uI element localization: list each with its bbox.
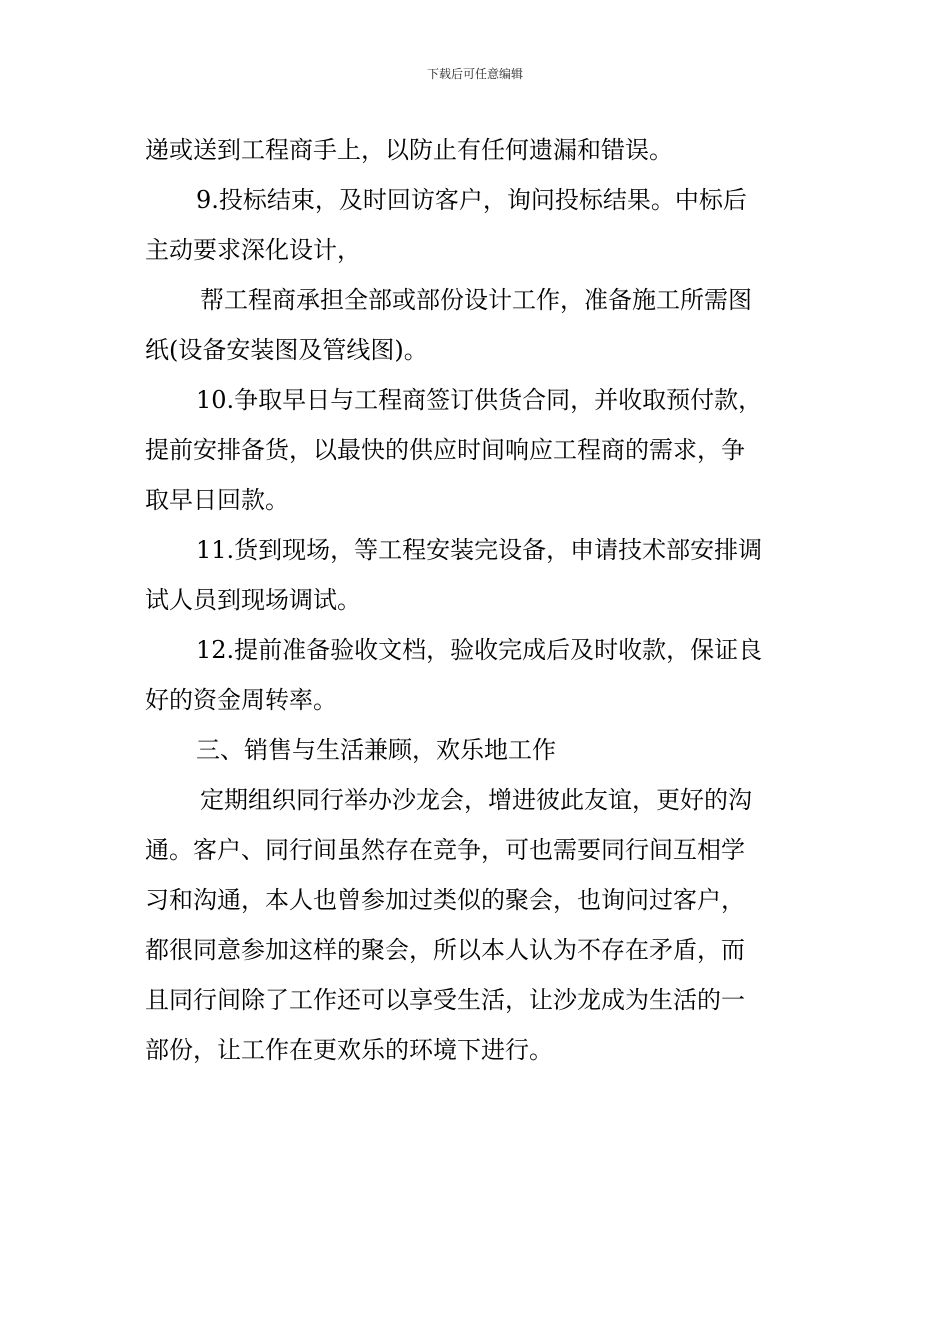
text-line: 且同行间除了工作还可以享受生活，让沙龙成为生活的一 xyxy=(145,986,745,1014)
text-line: 10.争取早日与工程商签订供货合同，并收取预付款， xyxy=(196,386,763,414)
text-line: 纸(设备安装图及管线图)。 xyxy=(145,336,428,364)
text-line: 部份，让工作在更欢乐的环境下进行。 xyxy=(145,1036,553,1064)
text-line: 定期组织同行举办沙龙会，增进彼此友谊，更好的沟 xyxy=(200,786,752,814)
text-line: 9.投标结束，及时回访客户，询问投标结果。中标后 xyxy=(196,186,747,214)
page-header: 下载后可任意编辑 xyxy=(426,67,523,81)
document-body xyxy=(145,125,807,1075)
text-line: 帮工程商承担全部或部份设计工作，准备施工所需图 xyxy=(200,286,752,314)
text-line: 递或送到工程商手上，以防止有任何遗漏和错误。 xyxy=(145,136,673,164)
text-line: 11.货到现场，等工程安装完设备，申请技术部安排调 xyxy=(196,536,763,564)
text-line: 通。客户、同行间虽然存在竞争，可也需要同行间互相学 xyxy=(145,836,745,864)
text-line: 12.提前准备验收文档，验收完成后及时收款，保证良 xyxy=(196,636,763,664)
text-line: 提前安排备货，以最快的供应时间响应工程商的需求，争 xyxy=(145,436,745,464)
text-line: 试人员到现场调试。 xyxy=(145,586,361,614)
text-line: 习和沟通，本人也曾参加过类似的聚会，也询问过客户， xyxy=(145,886,745,914)
text-line: 取早日回款。 xyxy=(145,486,289,514)
text-line: 好的资金周转率。 xyxy=(145,686,337,714)
text-line: 都很同意参加这样的聚会，所以本人认为不存在矛盾，而 xyxy=(145,936,745,964)
text-line: 主动要求深化设计， xyxy=(145,236,361,264)
section-heading: 三、销售与生活兼顾，欢乐地工作 xyxy=(196,736,556,764)
